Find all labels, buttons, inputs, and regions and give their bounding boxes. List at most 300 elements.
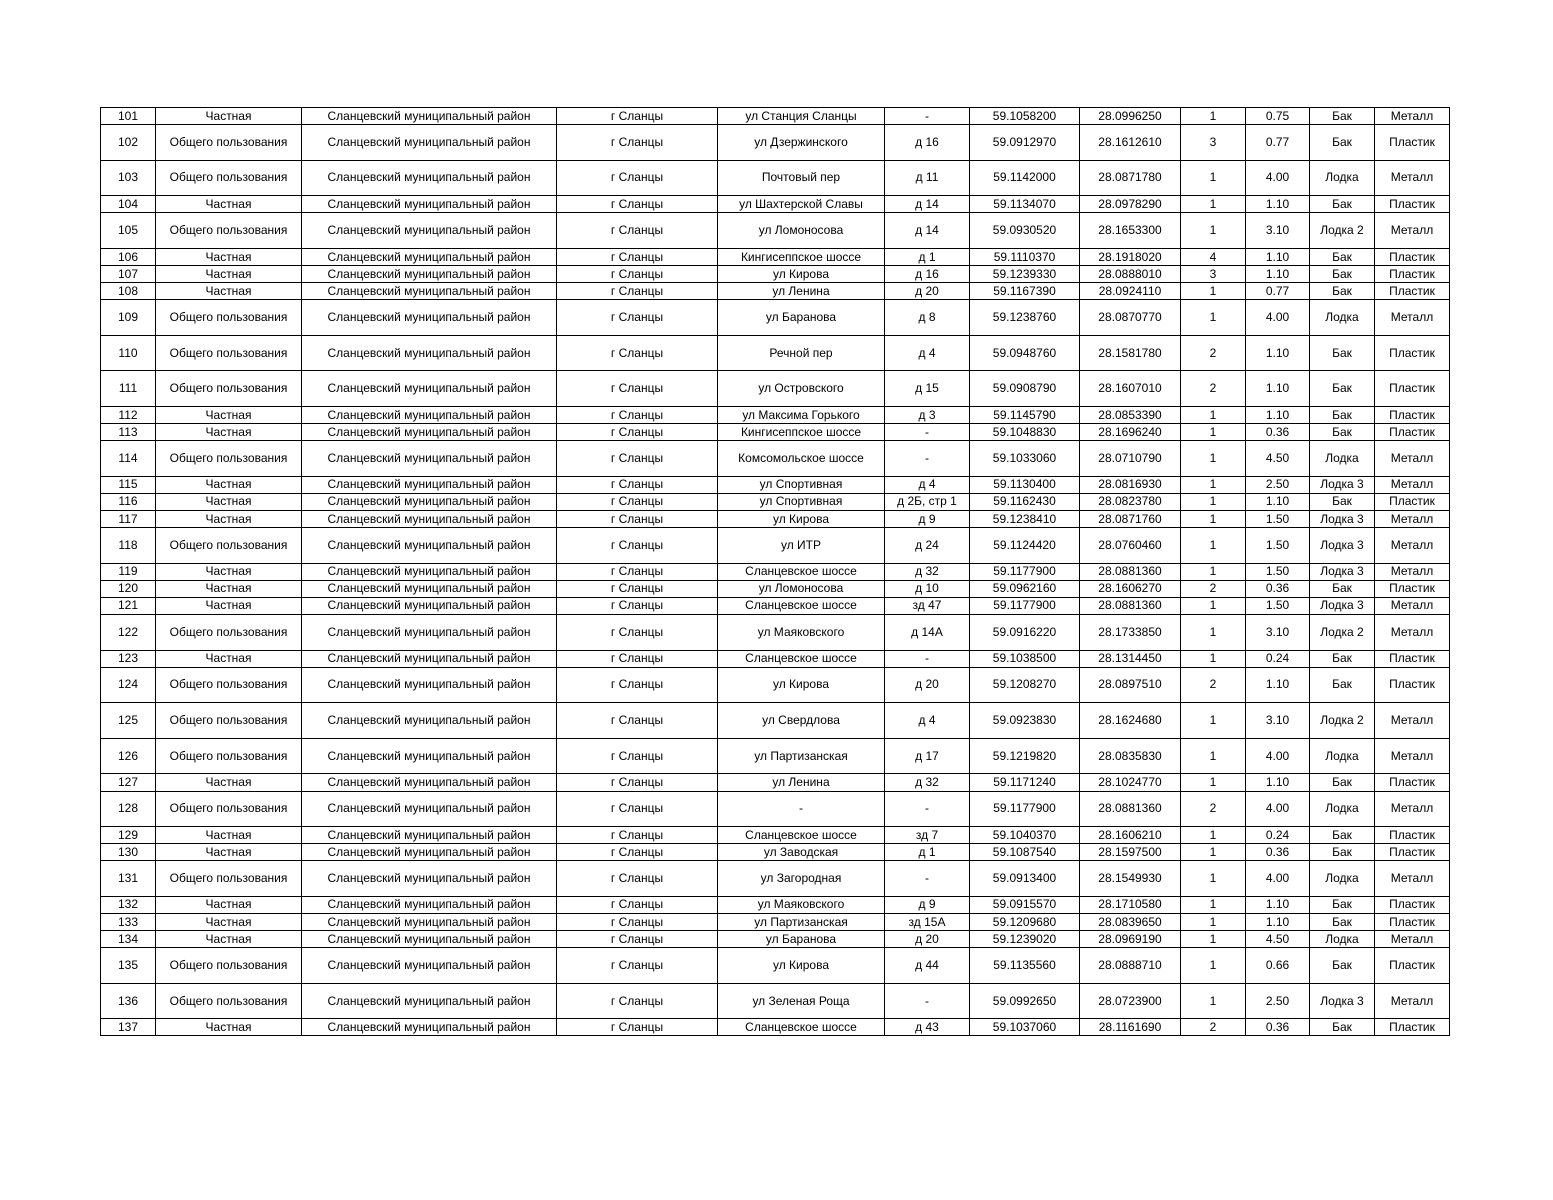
cell-volume: 0.66 bbox=[1246, 948, 1310, 984]
cell-district: Сланцевский муниципальный район bbox=[302, 108, 557, 125]
cell-num: 126 bbox=[101, 738, 156, 774]
cell-lon: 28.1612610 bbox=[1080, 125, 1181, 161]
cell-material: Металл bbox=[1375, 597, 1450, 614]
cell-house: - bbox=[885, 441, 970, 477]
cell-count: 2 bbox=[1181, 1019, 1246, 1036]
cell-city: г Сланцы bbox=[557, 861, 718, 897]
cell-city: г Сланцы bbox=[557, 424, 718, 441]
cell-container: Лодка bbox=[1310, 300, 1375, 336]
cell-lon: 28.1696240 bbox=[1080, 424, 1181, 441]
cell-num: 116 bbox=[101, 493, 156, 510]
cell-district: Сланцевский муниципальный район bbox=[302, 931, 557, 948]
cell-city: г Сланцы bbox=[557, 580, 718, 597]
cell-num: 110 bbox=[101, 335, 156, 371]
table-row bbox=[101, 160, 1450, 196]
cell-container: Бак bbox=[1310, 424, 1375, 441]
cell-district: Сланцевский муниципальный район bbox=[302, 738, 557, 774]
cell-lat: 59.0962160 bbox=[970, 580, 1080, 597]
cell-lon: 28.0881360 bbox=[1080, 563, 1181, 580]
cell-num: 129 bbox=[101, 827, 156, 844]
cell-count: 1 bbox=[1181, 703, 1246, 739]
cell-count: 1 bbox=[1181, 896, 1246, 913]
cell-material: Металл bbox=[1375, 931, 1450, 948]
cell-house: д 14 bbox=[885, 213, 970, 249]
cell-house: д 44 bbox=[885, 948, 970, 984]
cell-type: Общего пользования bbox=[156, 738, 302, 774]
cell-volume: 1.10 bbox=[1246, 667, 1310, 703]
cell-street: - bbox=[718, 791, 885, 827]
cell-district: Сланцевский муниципальный район bbox=[302, 160, 557, 196]
cell-district: Сланцевский муниципальный район bbox=[302, 667, 557, 703]
cell-count: 1 bbox=[1181, 983, 1246, 1019]
table-row bbox=[101, 703, 1450, 739]
cell-volume: 3.10 bbox=[1246, 703, 1310, 739]
cell-volume: 1.10 bbox=[1246, 266, 1310, 283]
cell-lat: 59.1177900 bbox=[970, 563, 1080, 580]
cell-lat: 59.1239330 bbox=[970, 266, 1080, 283]
cell-container: Бак bbox=[1310, 948, 1375, 984]
table-row bbox=[101, 983, 1450, 1019]
cell-district: Сланцевский муниципальный район bbox=[302, 371, 557, 407]
cell-city: г Сланцы bbox=[557, 914, 718, 931]
cell-volume: 4.00 bbox=[1246, 791, 1310, 827]
cell-house: д 3 bbox=[885, 407, 970, 424]
cell-volume: 1.10 bbox=[1246, 896, 1310, 913]
cell-material: Металл bbox=[1375, 441, 1450, 477]
cell-material: Металл bbox=[1375, 738, 1450, 774]
cell-house: д 15 bbox=[885, 371, 970, 407]
cell-city: г Сланцы bbox=[557, 196, 718, 213]
cell-district: Сланцевский муниципальный район bbox=[302, 196, 557, 213]
cell-count: 2 bbox=[1181, 580, 1246, 597]
cell-street: Сланцевское шоссе bbox=[718, 563, 885, 580]
cell-material: Пластик bbox=[1375, 948, 1450, 984]
cell-num: 113 bbox=[101, 424, 156, 441]
cell-count: 1 bbox=[1181, 650, 1246, 667]
cell-street: Кингисеппское шоссе bbox=[718, 424, 885, 441]
cell-count: 1 bbox=[1181, 774, 1246, 791]
cell-city: г Сланцы bbox=[557, 844, 718, 861]
table-row bbox=[101, 931, 1450, 948]
cell-count: 1 bbox=[1181, 493, 1246, 510]
cell-container: Лодка 3 bbox=[1310, 563, 1375, 580]
cell-district: Сланцевский муниципальный район bbox=[302, 511, 557, 528]
cell-count: 1 bbox=[1181, 160, 1246, 196]
cell-container: Лодка 3 bbox=[1310, 528, 1375, 564]
cell-lon: 28.1161690 bbox=[1080, 1019, 1181, 1036]
cell-container: Бак bbox=[1310, 774, 1375, 791]
cell-lon: 28.0888010 bbox=[1080, 266, 1181, 283]
cell-street: ул Ленина bbox=[718, 774, 885, 791]
cell-type: Частная bbox=[156, 650, 302, 667]
cell-type: Общего пользования bbox=[156, 213, 302, 249]
cell-lon: 28.0888710 bbox=[1080, 948, 1181, 984]
cell-city: г Сланцы bbox=[557, 335, 718, 371]
cell-house: д 11 bbox=[885, 160, 970, 196]
table-row bbox=[101, 108, 1450, 125]
table-row bbox=[101, 528, 1450, 564]
cell-house: д 2Б, стр 1 bbox=[885, 493, 970, 510]
cell-city: г Сланцы bbox=[557, 283, 718, 300]
cell-district: Сланцевский муниципальный район bbox=[302, 125, 557, 161]
table-row bbox=[101, 125, 1450, 161]
cell-district: Сланцевский муниципальный район bbox=[302, 441, 557, 477]
cell-type: Общего пользования bbox=[156, 441, 302, 477]
cell-container: Бак bbox=[1310, 493, 1375, 510]
cell-material: Пластик bbox=[1375, 493, 1450, 510]
table-row bbox=[101, 614, 1450, 650]
cell-count: 1 bbox=[1181, 528, 1246, 564]
cell-district: Сланцевский муниципальный район bbox=[302, 861, 557, 897]
cell-lon: 28.1597500 bbox=[1080, 844, 1181, 861]
cell-house: д 20 bbox=[885, 283, 970, 300]
cell-city: г Сланцы bbox=[557, 738, 718, 774]
cell-num: 122 bbox=[101, 614, 156, 650]
cell-type: Общего пользования bbox=[156, 300, 302, 336]
cell-volume: 0.77 bbox=[1246, 125, 1310, 161]
cell-num: 104 bbox=[101, 196, 156, 213]
cell-num: 128 bbox=[101, 791, 156, 827]
cell-city: г Сланцы bbox=[557, 213, 718, 249]
cell-district: Сланцевский муниципальный район bbox=[302, 266, 557, 283]
cell-lat: 59.1167390 bbox=[970, 283, 1080, 300]
cell-lat: 59.1162430 bbox=[970, 493, 1080, 510]
cell-num: 103 bbox=[101, 160, 156, 196]
cell-street: ул Кирова bbox=[718, 667, 885, 703]
cell-lat: 59.1239020 bbox=[970, 931, 1080, 948]
cell-container: Лодка 2 bbox=[1310, 614, 1375, 650]
cell-street: ул Станция Сланцы bbox=[718, 108, 885, 125]
table-row bbox=[101, 248, 1450, 265]
cell-lon: 28.0853390 bbox=[1080, 407, 1181, 424]
cell-volume: 4.00 bbox=[1246, 160, 1310, 196]
cell-count: 1 bbox=[1181, 407, 1246, 424]
cell-container: Лодка bbox=[1310, 738, 1375, 774]
cell-count: 3 bbox=[1181, 266, 1246, 283]
cell-material: Пластик bbox=[1375, 844, 1450, 861]
cell-lat: 59.0908790 bbox=[970, 371, 1080, 407]
cell-street: ул Партизанская bbox=[718, 738, 885, 774]
cell-lon: 28.1581780 bbox=[1080, 335, 1181, 371]
cell-lat: 59.0916220 bbox=[970, 614, 1080, 650]
cell-num: 133 bbox=[101, 914, 156, 931]
cell-house: д 32 bbox=[885, 774, 970, 791]
cell-district: Сланцевский муниципальный район bbox=[302, 614, 557, 650]
cell-material: Металл bbox=[1375, 983, 1450, 1019]
cell-lat: 59.0913400 bbox=[970, 861, 1080, 897]
cell-container: Бак bbox=[1310, 335, 1375, 371]
cell-lat: 59.1037060 bbox=[970, 1019, 1080, 1036]
cell-lon: 28.0978290 bbox=[1080, 196, 1181, 213]
cell-city: г Сланцы bbox=[557, 266, 718, 283]
cell-lat: 59.1145790 bbox=[970, 407, 1080, 424]
cell-container: Бак bbox=[1310, 667, 1375, 703]
cell-type: Частная bbox=[156, 896, 302, 913]
cell-lon: 28.0870770 bbox=[1080, 300, 1181, 336]
cell-district: Сланцевский муниципальный район bbox=[302, 493, 557, 510]
cell-lat: 59.1238410 bbox=[970, 511, 1080, 528]
cell-lat: 59.1130400 bbox=[970, 476, 1080, 493]
cell-city: г Сланцы bbox=[557, 108, 718, 125]
cell-material: Металл bbox=[1375, 791, 1450, 827]
cell-container: Бак bbox=[1310, 283, 1375, 300]
cell-district: Сланцевский муниципальный район bbox=[302, 335, 557, 371]
cell-city: г Сланцы bbox=[557, 407, 718, 424]
cell-volume: 4.00 bbox=[1246, 861, 1310, 897]
cell-lon: 28.0871780 bbox=[1080, 160, 1181, 196]
cell-type: Частная bbox=[156, 476, 302, 493]
cell-volume: 3.10 bbox=[1246, 614, 1310, 650]
cell-type: Частная bbox=[156, 563, 302, 580]
cell-lon: 28.0710790 bbox=[1080, 441, 1181, 477]
cell-num: 117 bbox=[101, 511, 156, 528]
cell-material: Пластик bbox=[1375, 667, 1450, 703]
cell-material: Пластик bbox=[1375, 125, 1450, 161]
cell-district: Сланцевский муниципальный район bbox=[302, 896, 557, 913]
table-row bbox=[101, 407, 1450, 424]
cell-lat: 59.1209680 bbox=[970, 914, 1080, 931]
cell-lon: 28.1624680 bbox=[1080, 703, 1181, 739]
cell-container: Бак bbox=[1310, 407, 1375, 424]
cell-volume: 1.10 bbox=[1246, 407, 1310, 424]
cell-num: 105 bbox=[101, 213, 156, 249]
cell-house: д 20 bbox=[885, 931, 970, 948]
cell-street: ул Максима Горького bbox=[718, 407, 885, 424]
cell-num: 112 bbox=[101, 407, 156, 424]
cell-volume: 1.50 bbox=[1246, 563, 1310, 580]
cell-street: ул Маяковского bbox=[718, 896, 885, 913]
table-row bbox=[101, 424, 1450, 441]
cell-volume: 4.00 bbox=[1246, 300, 1310, 336]
cell-material: Металл bbox=[1375, 528, 1450, 564]
cell-house: - bbox=[885, 108, 970, 125]
cell-container: Бак bbox=[1310, 650, 1375, 667]
cell-container: Лодка bbox=[1310, 441, 1375, 477]
cell-street: ул Партизанская bbox=[718, 914, 885, 931]
cell-material: Металл bbox=[1375, 476, 1450, 493]
cell-city: г Сланцы bbox=[557, 125, 718, 161]
cell-count: 1 bbox=[1181, 300, 1246, 336]
cell-type: Частная bbox=[156, 424, 302, 441]
cell-street: ул Ломоносова bbox=[718, 213, 885, 249]
cell-count: 1 bbox=[1181, 213, 1246, 249]
cell-house: д 14 bbox=[885, 196, 970, 213]
table-row bbox=[101, 738, 1450, 774]
cell-type: Общего пользования bbox=[156, 667, 302, 703]
cell-volume: 1.10 bbox=[1246, 248, 1310, 265]
cell-lat: 59.0915570 bbox=[970, 896, 1080, 913]
cell-container: Бак bbox=[1310, 896, 1375, 913]
cell-lat: 59.1040370 bbox=[970, 827, 1080, 844]
cell-count: 2 bbox=[1181, 667, 1246, 703]
table-row bbox=[101, 441, 1450, 477]
cell-city: г Сланцы bbox=[557, 948, 718, 984]
cell-num: 114 bbox=[101, 441, 156, 477]
cell-material: Пластик bbox=[1375, 283, 1450, 300]
cell-city: г Сланцы bbox=[557, 791, 718, 827]
cell-lat: 59.1048830 bbox=[970, 424, 1080, 441]
cell-lat: 59.1171240 bbox=[970, 774, 1080, 791]
cell-count: 1 bbox=[1181, 948, 1246, 984]
cell-volume: 1.50 bbox=[1246, 597, 1310, 614]
cell-district: Сланцевский муниципальный район bbox=[302, 424, 557, 441]
cell-count: 1 bbox=[1181, 914, 1246, 931]
cell-material: Металл bbox=[1375, 614, 1450, 650]
cell-material: Пластик bbox=[1375, 248, 1450, 265]
cell-street: Сланцевское шоссе bbox=[718, 1019, 885, 1036]
cell-container: Лодка bbox=[1310, 931, 1375, 948]
cell-city: г Сланцы bbox=[557, 160, 718, 196]
cell-house: д 14А bbox=[885, 614, 970, 650]
cell-volume: 2.50 bbox=[1246, 983, 1310, 1019]
cell-street: ул Кирова bbox=[718, 511, 885, 528]
cell-lon: 28.1653300 bbox=[1080, 213, 1181, 249]
table-row bbox=[101, 476, 1450, 493]
cell-container: Лодка 3 bbox=[1310, 597, 1375, 614]
cell-district: Сланцевский муниципальный район bbox=[302, 844, 557, 861]
cell-house: д 9 bbox=[885, 896, 970, 913]
table-row bbox=[101, 948, 1450, 984]
cell-lat: 59.1033060 bbox=[970, 441, 1080, 477]
cell-count: 1 bbox=[1181, 738, 1246, 774]
cell-district: Сланцевский муниципальный район bbox=[302, 791, 557, 827]
cell-street: ул Заводская bbox=[718, 844, 885, 861]
cell-container: Лодка bbox=[1310, 861, 1375, 897]
cell-lat: 59.1124420 bbox=[970, 528, 1080, 564]
cell-count: 2 bbox=[1181, 791, 1246, 827]
cell-street: ул Ленина bbox=[718, 283, 885, 300]
cell-container: Бак bbox=[1310, 248, 1375, 265]
cell-num: 130 bbox=[101, 844, 156, 861]
cell-house: - bbox=[885, 861, 970, 897]
cell-street: Сланцевское шоссе bbox=[718, 597, 885, 614]
cell-house: д 20 bbox=[885, 667, 970, 703]
cell-type: Частная bbox=[156, 511, 302, 528]
table-row bbox=[101, 1019, 1450, 1036]
cell-lat: 59.1134070 bbox=[970, 196, 1080, 213]
cell-count: 1 bbox=[1181, 597, 1246, 614]
table-body bbox=[101, 108, 1450, 1036]
cell-lon: 28.0969190 bbox=[1080, 931, 1181, 948]
cell-num: 127 bbox=[101, 774, 156, 791]
cell-type: Общего пользования bbox=[156, 614, 302, 650]
cell-district: Сланцевский муниципальный район bbox=[302, 407, 557, 424]
cell-street: Сланцевское шоссе bbox=[718, 650, 885, 667]
cell-lat: 59.0923830 bbox=[970, 703, 1080, 739]
cell-type: Частная bbox=[156, 1019, 302, 1036]
cell-type: Частная bbox=[156, 844, 302, 861]
cell-count: 1 bbox=[1181, 108, 1246, 125]
cell-city: г Сланцы bbox=[557, 248, 718, 265]
cell-city: г Сланцы bbox=[557, 476, 718, 493]
cell-container: Бак bbox=[1310, 844, 1375, 861]
cell-city: г Сланцы bbox=[557, 441, 718, 477]
cell-type: Частная bbox=[156, 774, 302, 791]
cell-lat: 59.0912970 bbox=[970, 125, 1080, 161]
cell-lon: 28.1314450 bbox=[1080, 650, 1181, 667]
cell-num: 118 bbox=[101, 528, 156, 564]
cell-house: - bbox=[885, 791, 970, 827]
cell-lon: 28.1918020 bbox=[1080, 248, 1181, 265]
cell-lat: 59.0992650 bbox=[970, 983, 1080, 1019]
cell-type: Частная bbox=[156, 931, 302, 948]
cell-type: Общего пользования bbox=[156, 371, 302, 407]
table-row bbox=[101, 563, 1450, 580]
cell-volume: 0.75 bbox=[1246, 108, 1310, 125]
cell-count: 1 bbox=[1181, 827, 1246, 844]
cell-material: Металл bbox=[1375, 300, 1450, 336]
cell-type: Общего пользования bbox=[156, 335, 302, 371]
cell-type: Частная bbox=[156, 266, 302, 283]
cell-district: Сланцевский муниципальный район bbox=[302, 283, 557, 300]
cell-street: ул Кирова bbox=[718, 948, 885, 984]
cell-count: 1 bbox=[1181, 861, 1246, 897]
cell-lat: 59.1038500 bbox=[970, 650, 1080, 667]
cell-num: 134 bbox=[101, 931, 156, 948]
cell-city: г Сланцы bbox=[557, 300, 718, 336]
cell-num: 102 bbox=[101, 125, 156, 161]
cell-street: ул Свердлова bbox=[718, 703, 885, 739]
cell-material: Пластик bbox=[1375, 1019, 1450, 1036]
cell-lat: 59.1058200 bbox=[970, 108, 1080, 125]
table-row bbox=[101, 300, 1450, 336]
cell-city: г Сланцы bbox=[557, 614, 718, 650]
cell-city: г Сланцы bbox=[557, 528, 718, 564]
table-row bbox=[101, 650, 1450, 667]
cell-count: 1 bbox=[1181, 511, 1246, 528]
cell-volume: 0.24 bbox=[1246, 650, 1310, 667]
table-row bbox=[101, 493, 1450, 510]
cell-district: Сланцевский муниципальный район bbox=[302, 213, 557, 249]
cell-house: д 24 bbox=[885, 528, 970, 564]
cell-type: Общего пользования bbox=[156, 948, 302, 984]
cell-volume: 0.36 bbox=[1246, 424, 1310, 441]
cell-count: 1 bbox=[1181, 563, 1246, 580]
cell-material: Пластик bbox=[1375, 335, 1450, 371]
cell-num: 109 bbox=[101, 300, 156, 336]
cell-volume: 0.36 bbox=[1246, 1019, 1310, 1036]
cell-type: Частная bbox=[156, 580, 302, 597]
cell-lon: 28.0823780 bbox=[1080, 493, 1181, 510]
cell-city: г Сланцы bbox=[557, 667, 718, 703]
cell-volume: 0.36 bbox=[1246, 580, 1310, 597]
cell-house: зд 47 bbox=[885, 597, 970, 614]
cell-material: Пластик bbox=[1375, 266, 1450, 283]
cell-container: Бак bbox=[1310, 266, 1375, 283]
cell-street: ул Шахтерской Славы bbox=[718, 196, 885, 213]
cell-house: д 17 bbox=[885, 738, 970, 774]
cell-volume: 2.50 bbox=[1246, 476, 1310, 493]
cell-type: Частная bbox=[156, 196, 302, 213]
cell-volume: 0.77 bbox=[1246, 283, 1310, 300]
cell-lat: 59.1177900 bbox=[970, 597, 1080, 614]
cell-count: 1 bbox=[1181, 283, 1246, 300]
table-row bbox=[101, 844, 1450, 861]
cell-container: Лодка bbox=[1310, 160, 1375, 196]
table-row bbox=[101, 667, 1450, 703]
cell-num: 136 bbox=[101, 983, 156, 1019]
cell-district: Сланцевский муниципальный район bbox=[302, 528, 557, 564]
cell-count: 1 bbox=[1181, 931, 1246, 948]
cell-city: г Сланцы bbox=[557, 983, 718, 1019]
cell-district: Сланцевский муниципальный район bbox=[302, 827, 557, 844]
cell-lat: 59.0948760 bbox=[970, 335, 1080, 371]
cell-house: д 1 bbox=[885, 248, 970, 265]
cell-container: Бак bbox=[1310, 371, 1375, 407]
cell-num: 106 bbox=[101, 248, 156, 265]
cell-type: Частная bbox=[156, 283, 302, 300]
cell-volume: 1.10 bbox=[1246, 371, 1310, 407]
